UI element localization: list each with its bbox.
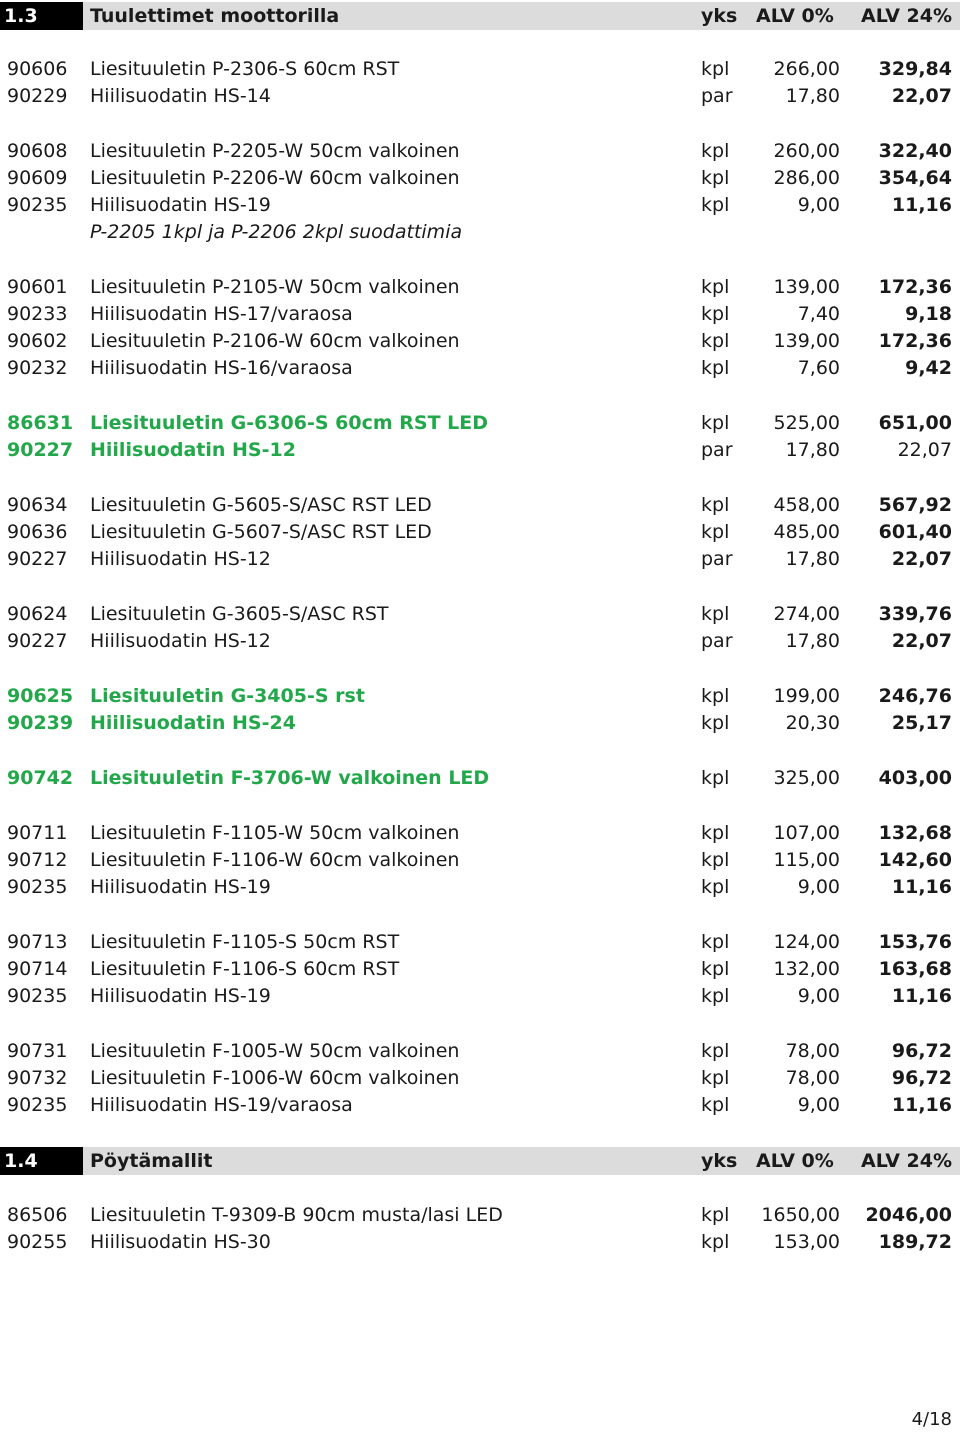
table-row (0, 983, 960, 1010)
product-name: Hiilisuodatin HS-12 (90, 439, 296, 461)
price-vat24: 651,00 (878, 412, 952, 434)
price-vat24: 22,07 (891, 85, 952, 107)
price-vat0: 1650,00 (761, 1204, 840, 1226)
product-unit: kpl (701, 1040, 730, 1062)
product-unit: kpl (701, 521, 730, 543)
product-code: 90742 (7, 767, 74, 789)
product-code: 90636 (7, 521, 68, 543)
page-number: 4/18 (911, 1409, 952, 1430)
product-code: 90227 (7, 630, 68, 652)
table-row (0, 929, 960, 956)
column-unit-header: yks (701, 1150, 738, 1172)
product-name: Hiilisuodatin HS-24 (90, 712, 296, 734)
table-row (0, 820, 960, 847)
product-name: Liesituuletin F-1105-S 50cm RST (90, 931, 400, 953)
product-code: 90625 (7, 685, 74, 707)
price-vat0: 9,00 (797, 985, 840, 1007)
product-name: Hiilisuodatin HS-16/varaosa (90, 357, 353, 379)
product-code: 90714 (7, 958, 68, 980)
price-vat0: 153,00 (773, 1231, 840, 1253)
table-row (0, 192, 960, 219)
price-vat24: 132,68 (878, 822, 952, 844)
product-code: 90609 (7, 167, 68, 189)
product-unit: kpl (701, 958, 730, 980)
product-code: 90732 (7, 1067, 68, 1089)
column-vat24-header: ALV 24% (861, 1150, 952, 1172)
product-unit: kpl (701, 985, 730, 1007)
product-code: 90227 (7, 439, 74, 461)
product-name: Liesituuletin G-6306-S 60cm RST LED (90, 412, 489, 434)
price-vat24: 22,07 (897, 439, 952, 461)
price-vat0: 17,80 (785, 548, 840, 570)
price-vat0: 107,00 (773, 822, 840, 844)
price-vat24: 9,42 (905, 357, 952, 379)
table-row (0, 165, 960, 192)
product-unit: kpl (701, 303, 730, 325)
product-unit: kpl (701, 1204, 730, 1226)
product-unit: par (701, 630, 733, 652)
product-unit: kpl (701, 712, 730, 734)
product-unit: par (701, 85, 733, 107)
table-row-highlighted (0, 437, 960, 464)
product-name: Liesituuletin F-1006-W 60cm valkoinen (90, 1067, 460, 1089)
table-row-highlighted (0, 765, 960, 792)
product-name: Hiilisuodatin HS-17/varaosa (90, 303, 353, 325)
price-vat0: 132,00 (773, 958, 840, 980)
price-vat24: 96,72 (891, 1040, 952, 1062)
product-code: 90602 (7, 330, 68, 352)
product-code: 90235 (7, 1094, 68, 1116)
price-vat24: 601,40 (878, 521, 952, 543)
price-vat0: 274,00 (773, 603, 840, 625)
product-unit: kpl (701, 822, 730, 844)
product-code: 90713 (7, 931, 68, 953)
product-unit: kpl (701, 1067, 730, 1089)
price-vat24: 11,16 (891, 194, 952, 216)
price-vat24: 172,36 (878, 276, 952, 298)
price-vat24: 11,16 (891, 876, 952, 898)
price-vat0: 78,00 (785, 1067, 840, 1089)
column-unit-header: yks (701, 5, 738, 27)
price-vat0: 199,00 (773, 685, 840, 707)
price-vat0: 9,00 (797, 1094, 840, 1116)
table-row (0, 1229, 960, 1256)
product-unit: kpl (701, 603, 730, 625)
product-unit: kpl (701, 767, 730, 789)
price-vat24: 11,16 (891, 1094, 952, 1116)
price-vat24: 22,07 (891, 548, 952, 570)
product-name: Liesituuletin F-1106-S 60cm RST (90, 958, 400, 980)
table-row (0, 546, 960, 573)
product-code: 90235 (7, 985, 68, 1007)
product-name: Liesituuletin P-2205-W 50cm valkoinen (90, 140, 460, 162)
filter-note: P-2205 1kpl ja P-2206 2kpl suodattimia (90, 221, 463, 243)
price-vat24: 142,60 (878, 849, 952, 871)
column-vat24-header: ALV 24% (861, 5, 952, 27)
table-row (0, 1038, 960, 1065)
table-row (0, 56, 960, 83)
product-name: Hiilisuodatin HS-14 (90, 85, 271, 107)
price-vat24: 25,17 (891, 712, 952, 734)
table-row (0, 601, 960, 628)
price-vat24: 2046,00 (865, 1204, 952, 1226)
price-vat24: 96,72 (891, 1067, 952, 1089)
price-vat0: 260,00 (773, 140, 840, 162)
price-vat24: 567,92 (878, 494, 952, 516)
table-row-highlighted (0, 410, 960, 437)
price-vat24: 329,84 (878, 58, 952, 80)
table-row (0, 355, 960, 382)
table-row (0, 1065, 960, 1092)
product-unit: kpl (701, 140, 730, 162)
table-row (0, 874, 960, 901)
product-unit: par (701, 548, 733, 570)
price-vat0: 458,00 (773, 494, 840, 516)
price-vat0: 7,40 (797, 303, 840, 325)
product-name: Liesituuletin F-3706-W valkoinen LED (90, 767, 490, 789)
product-unit: kpl (701, 167, 730, 189)
product-name: Liesituuletin G-3405-S rst (90, 685, 365, 707)
product-name: Hiilisuodatin HS-19 (90, 194, 271, 216)
section-title: Pöytämallit (90, 1150, 213, 1172)
price-vat24: 153,76 (878, 931, 952, 953)
product-name: Hiilisuodatin HS-30 (90, 1231, 271, 1253)
product-code: 90634 (7, 494, 68, 516)
table-row (0, 956, 960, 983)
product-code: 90624 (7, 603, 68, 625)
product-unit: kpl (701, 876, 730, 898)
product-name: Liesituuletin P-2106-W 60cm valkoinen (90, 330, 460, 352)
table-row (0, 83, 960, 110)
product-unit: kpl (701, 412, 730, 434)
section-number: 1.4 (0, 1147, 83, 1175)
product-name: Liesituuletin P-2206-W 60cm valkoinen (90, 167, 460, 189)
product-unit: par (701, 439, 733, 461)
price-vat24: 163,68 (878, 958, 952, 980)
product-unit: kpl (701, 1094, 730, 1116)
price-vat24: 246,76 (878, 685, 952, 707)
price-vat0: 7,60 (797, 357, 840, 379)
table-row (0, 274, 960, 301)
price-vat24: 9,18 (905, 303, 952, 325)
price-vat0: 17,80 (785, 630, 840, 652)
product-code: 90712 (7, 849, 68, 871)
table-row (0, 847, 960, 874)
product-name: Liesituuletin T-9309-B 90cm musta/lasi LED (90, 1204, 503, 1226)
product-unit: kpl (701, 931, 730, 953)
column-vat0-header: ALV 0% (756, 5, 834, 27)
product-unit: kpl (701, 58, 730, 80)
price-vat24: 322,40 (878, 140, 952, 162)
product-unit: kpl (701, 494, 730, 516)
table-row-highlighted (0, 710, 960, 737)
product-unit: kpl (701, 357, 730, 379)
product-code: 86506 (7, 1204, 68, 1226)
product-code: 90601 (7, 276, 68, 298)
column-vat0-header: ALV 0% (756, 1150, 834, 1172)
section-header-1-4 (0, 1147, 960, 1175)
product-name: Liesituuletin F-1005-W 50cm valkoinen (90, 1040, 460, 1062)
product-name: Liesituuletin G-5607-S/ASC RST LED (90, 521, 432, 543)
product-name: Hiilisuodatin HS-12 (90, 548, 271, 570)
section-title: Tuulettimet moottorilla (90, 5, 340, 27)
product-code: 90232 (7, 357, 68, 379)
table-row (0, 1202, 960, 1229)
product-unit: kpl (701, 194, 730, 216)
product-unit: kpl (701, 1231, 730, 1253)
table-row (0, 519, 960, 546)
table-row (0, 1092, 960, 1119)
product-unit: kpl (701, 849, 730, 871)
table-row (0, 301, 960, 328)
price-vat24: 22,07 (891, 630, 952, 652)
product-name: Liesituuletin G-3605-S/ASC RST (90, 603, 389, 625)
price-vat0: 78,00 (785, 1040, 840, 1062)
product-name: Liesituuletin F-1106-W 60cm valkoinen (90, 849, 460, 871)
price-vat0: 9,00 (797, 194, 840, 216)
product-code: 90233 (7, 303, 68, 325)
product-name: Hiilisuodatin HS-19/varaosa (90, 1094, 353, 1116)
price-vat0: 9,00 (797, 876, 840, 898)
product-name: Liesituuletin F-1105-W 50cm valkoinen (90, 822, 460, 844)
product-code: 90608 (7, 140, 68, 162)
product-code: 90229 (7, 85, 68, 107)
product-unit: kpl (701, 685, 730, 707)
product-name: Hiilisuodatin HS-19 (90, 985, 271, 1007)
product-code: 90606 (7, 58, 68, 80)
price-vat0: 20,30 (785, 712, 840, 734)
price-vat24: 172,36 (878, 330, 952, 352)
table-row (0, 628, 960, 655)
price-vat0: 139,00 (773, 330, 840, 352)
section-number: 1.3 (0, 2, 83, 30)
price-vat0: 17,80 (785, 439, 840, 461)
product-code: 86631 (7, 412, 74, 434)
product-code: 90255 (7, 1231, 68, 1253)
product-name: Liesituuletin P-2306-S 60cm RST (90, 58, 400, 80)
product-code: 90235 (7, 876, 68, 898)
price-vat24: 339,76 (878, 603, 952, 625)
price-vat0: 124,00 (773, 931, 840, 953)
product-name: Liesituuletin P-2105-W 50cm valkoinen (90, 276, 460, 298)
price-vat0: 115,00 (773, 849, 840, 871)
price-vat24: 403,00 (878, 767, 952, 789)
product-name: Liesituuletin G-5605-S/ASC RST LED (90, 494, 432, 516)
price-vat24: 354,64 (878, 167, 952, 189)
price-vat0: 266,00 (773, 58, 840, 80)
table-row (0, 138, 960, 165)
price-vat0: 525,00 (773, 412, 840, 434)
price-vat0: 17,80 (785, 85, 840, 107)
price-vat0: 485,00 (773, 521, 840, 543)
price-vat0: 139,00 (773, 276, 840, 298)
product-unit: kpl (701, 330, 730, 352)
table-row (0, 328, 960, 355)
price-vat0: 286,00 (773, 167, 840, 189)
product-code: 90731 (7, 1040, 68, 1062)
price-vat24: 189,72 (878, 1231, 952, 1253)
table-row-highlighted (0, 683, 960, 710)
price-vat0: 325,00 (773, 767, 840, 789)
product-unit: kpl (701, 276, 730, 298)
price-vat24: 11,16 (891, 985, 952, 1007)
section-header-1-3 (0, 2, 960, 30)
product-name: Hiilisuodatin HS-19 (90, 876, 271, 898)
product-code: 90711 (7, 822, 68, 844)
product-code: 90227 (7, 548, 68, 570)
table-row (0, 492, 960, 519)
product-code: 90239 (7, 712, 74, 734)
product-name: Hiilisuodatin HS-12 (90, 630, 271, 652)
product-code: 90235 (7, 194, 68, 216)
